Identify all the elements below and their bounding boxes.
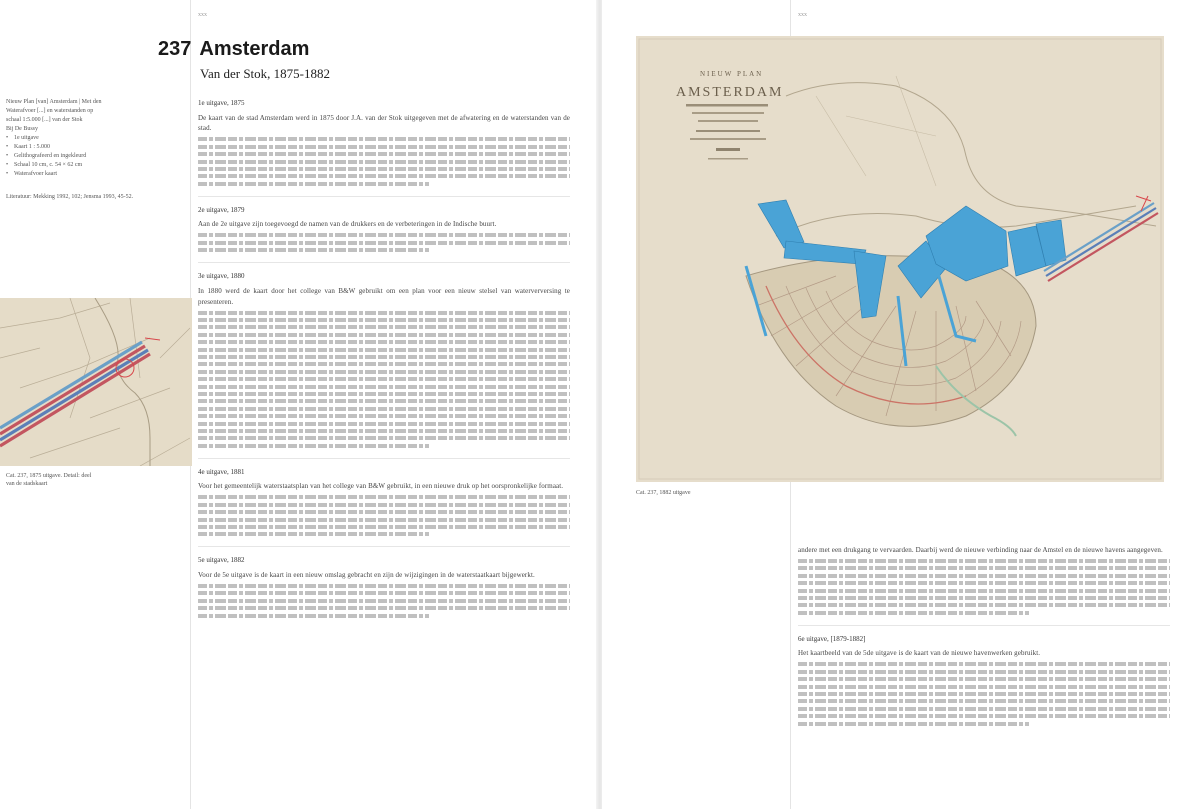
text-lines <box>198 311 570 448</box>
text-line <box>198 429 570 433</box>
meta-line: Bij De Bussy <box>6 126 39 132</box>
text-lines <box>198 584 570 618</box>
text-line <box>198 167 570 171</box>
text-line <box>198 348 570 352</box>
text-line <box>798 566 1170 570</box>
entry-number: 237 <box>158 38 192 60</box>
literature-reference: Literatuur: Mekking 1992, 102; Jensma 1993, 45-52. <box>6 194 134 200</box>
text-line <box>198 385 570 389</box>
page-folio-left: xxx <box>198 12 207 18</box>
page-folio-right: xxx <box>798 12 807 18</box>
text-line <box>198 137 570 141</box>
section-heading: 3e uitgave, 1880 <box>198 272 245 281</box>
text-line <box>198 377 570 381</box>
meta-line: Nieuw Plan [van] Amsterdam | Met den <box>6 99 102 105</box>
text-line <box>798 707 1170 711</box>
text-line <box>198 444 429 448</box>
text-line <box>198 599 570 603</box>
text-line <box>198 362 570 366</box>
meta-bullet: • 1e uitgave <box>6 134 186 143</box>
text-line <box>198 399 570 403</box>
text-line <box>198 248 429 252</box>
text-line <box>198 591 570 595</box>
section-text: Aan de 2e uitgave zijn toegevoegd de namen van de drukkers en de verbeteringen in de Indische buurt. <box>198 220 497 229</box>
text-line <box>198 392 570 396</box>
section-divider <box>198 196 570 197</box>
left-text-column <box>198 98 570 621</box>
section-text: Voor het gemeentelijk waterstaatsplan van het college van B&W gebruikt, in een nieuwe druk op het oorspronkelijke formaat. <box>198 482 564 491</box>
text-line <box>198 436 570 440</box>
text-line <box>198 340 570 344</box>
text-line <box>798 611 1029 615</box>
map-caption: Cat. 237, 1882 uitgave <box>636 490 691 496</box>
meta-line: schaal 1:5.000 [...] van der Stok <box>6 117 83 123</box>
text-line <box>798 685 1170 689</box>
text-line <box>198 495 570 499</box>
text-lines <box>198 495 570 536</box>
entry-name: Amsterdam <box>199 38 310 60</box>
text-line <box>198 318 570 322</box>
text-line <box>198 584 570 588</box>
section-text: Het kaartbeeld van de 5de uitgave is de kaart van de nieuwe havenwerken gebruikt. <box>798 649 1041 658</box>
meta-bullet: • Kaart 1 : 5.000 <box>6 143 186 152</box>
text-line <box>798 677 1170 681</box>
section-text: In 1880 werd de kaart door het college van B&W gebruikt om een plan voor een nieuw stelsel van waterverversing te presenteren. <box>198 286 570 306</box>
section-text: De kaart van de stad Amsterdam werd in 1875 door J.A. van der Stok uitgegeven met de afwatering en de waterstanden van de stad. <box>198 113 570 133</box>
text-line <box>198 182 429 186</box>
meta-line: Waterafvoer [...] en waterstanden op <box>6 108 94 114</box>
text-line <box>798 692 1170 696</box>
text-lines <box>198 233 570 252</box>
text-line <box>798 581 1170 585</box>
section-heading: 6e uitgave, [1879-1882] <box>798 634 866 643</box>
text-line <box>798 574 1170 578</box>
entry-title <box>158 38 309 61</box>
text-line <box>198 503 570 507</box>
text-line <box>798 596 1170 600</box>
meta-bullet: • Waterafvoer kaart <box>6 170 186 179</box>
map-plate-image <box>636 36 1164 482</box>
text-line <box>198 145 570 149</box>
right-page <box>602 0 1200 809</box>
text-line <box>798 670 1170 674</box>
text-line <box>798 559 1170 563</box>
text-line <box>198 422 570 426</box>
text-line <box>198 174 570 178</box>
text-line <box>198 407 570 411</box>
section-heading: 4e uitgave, 1881 <box>198 467 245 476</box>
section-divider <box>798 625 1170 626</box>
right-text-column <box>798 545 1170 729</box>
text-line <box>198 525 570 529</box>
svg-text:NIEUW PLAN: NIEUW PLAN <box>700 70 764 78</box>
text-lines <box>798 662 1170 725</box>
section-divider <box>198 546 570 547</box>
meta-bullet: • Schaal 10 cm, c. 54 × 62 cm <box>6 161 186 170</box>
text-line <box>198 518 570 522</box>
text-line <box>198 532 429 536</box>
text-line <box>798 589 1170 593</box>
svg-text:AMSTERDAM: AMSTERDAM <box>676 85 784 100</box>
text-line <box>198 510 570 514</box>
text-line <box>798 714 1170 718</box>
text-line <box>198 614 429 618</box>
section-divider <box>198 262 570 263</box>
text-line <box>198 233 570 237</box>
text-line <box>798 603 1170 607</box>
section-heading: 5e uitgave, 1882 <box>198 556 245 565</box>
section-text: Voor de 5e uitgave is de kaart in een nieuw omslag gebracht en zijn de wijzigingen in de waterstaatkaart bijgewerkt. <box>198 571 535 580</box>
left-page <box>0 0 598 809</box>
text-line <box>198 414 570 418</box>
metadata-block <box>6 98 186 202</box>
text-line <box>198 606 570 610</box>
section-heading: 1e uitgave, 1875 <box>198 99 245 107</box>
text-lines <box>198 137 570 185</box>
text-line <box>198 160 570 164</box>
text-line <box>198 333 570 337</box>
text-line <box>198 355 570 359</box>
text-line <box>198 370 570 374</box>
text-lines <box>798 559 1170 615</box>
continuation-text: andere met een drukgang te vervaarden. Daarbij werd de nieuwe verbinding naar de Amstel en de nieuwe havens aangegeven. <box>798 546 1163 554</box>
text-line <box>198 325 570 329</box>
text-line <box>798 722 1029 726</box>
text-line <box>198 311 570 315</box>
text-line <box>798 699 1170 703</box>
text-line <box>798 662 1170 666</box>
text-line <box>198 241 570 245</box>
section-heading: 2e uitgave, 1879 <box>198 205 245 214</box>
meta-bullet: • Gelithografeerd en ingekleurd <box>6 152 186 161</box>
section-divider <box>198 458 570 459</box>
detail-caption: Cat. 237, 1875 uitgave. Detail: deel van de stadskaart <box>6 473 92 487</box>
map-detail-image <box>0 298 192 466</box>
text-line <box>198 152 570 156</box>
entry-subtitle: Van der Stok, 1875-1882 <box>200 66 330 81</box>
